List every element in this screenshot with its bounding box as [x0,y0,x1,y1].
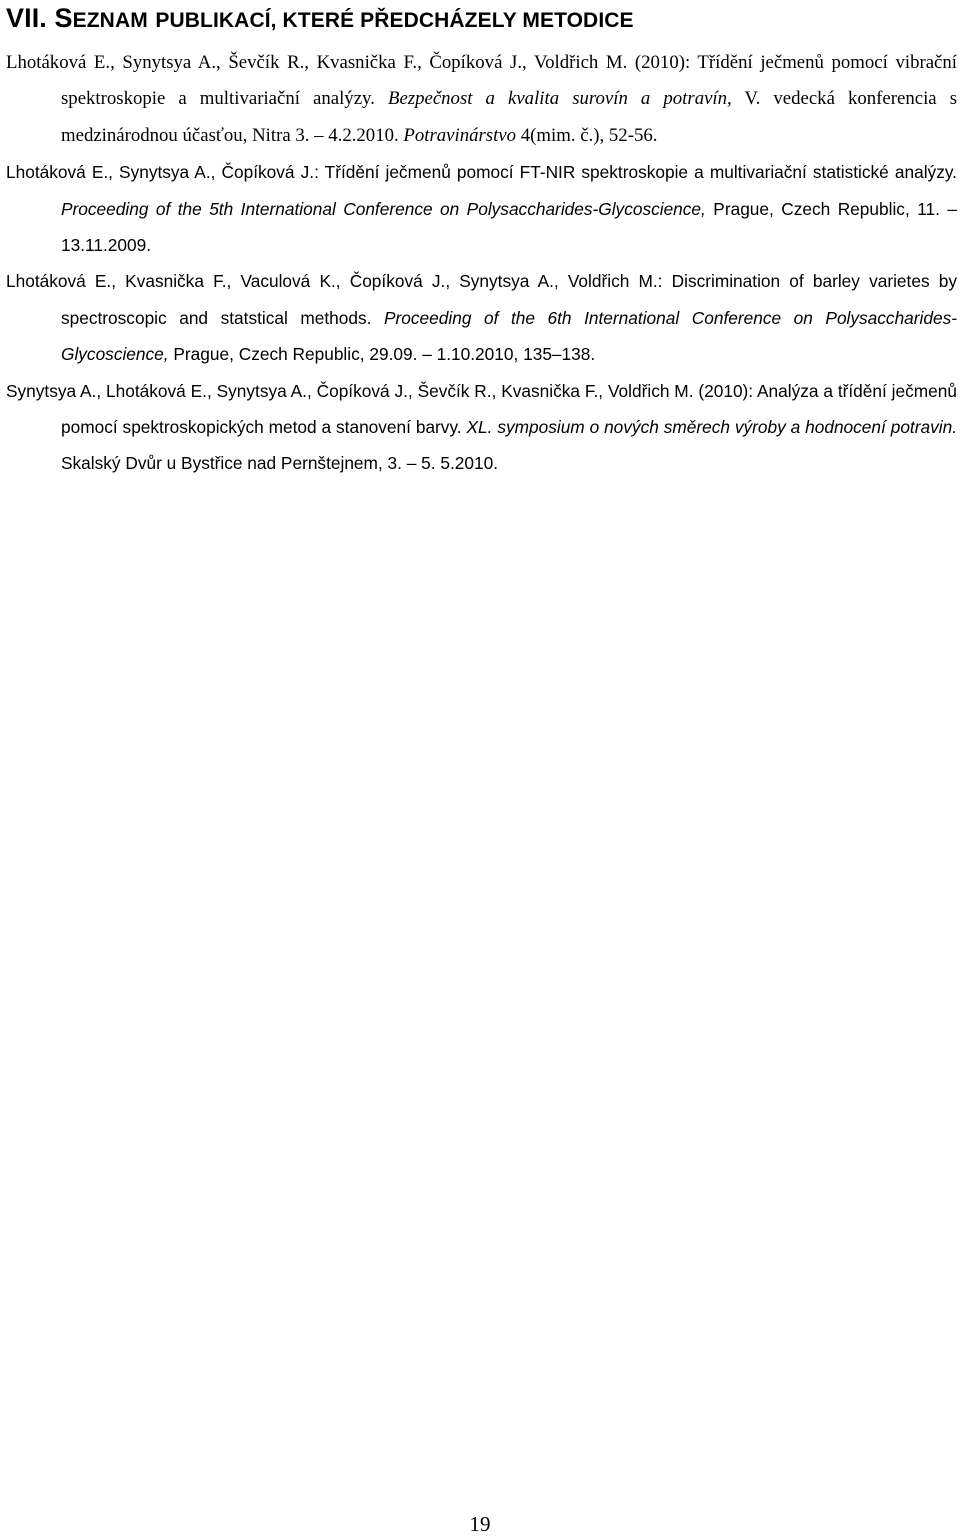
publication-2-venue: Proceeding of the 5th International Conference on Polysaccharides-Glycoscience, [61,198,706,219]
publication-1-details: 4(mim. č.), 52-56. [520,124,658,146]
page-number: 19 [469,1512,491,1536]
publication-entry-2 [6,154,957,263]
publication-4-venue: XL. symposium o nových směrech výroby a hodnocení potravin. [466,417,957,438]
publication-1-conference: V. vedecká konferencia s medzinárodnou účasťou, Nitra 3. – 4.2.2010. [61,88,958,146]
publication-3-authors-title: Lhotáková E., Kvasnička F., Vaculová K., Čopíková J., Synytsya A., Voldřich M.: Discrimination of barley varietes by spectroscopic and statstical methods. [6,271,957,328]
section-title-first-word-rest: EZNAM [72,9,148,32]
publication-4-authors-title: Synytsya A., Lhotáková E., Synytsya A., Čopíková J., Ševčík R., Kvasnička F., Voldřich M. (2010): Analýza a třídění ječmenů pomocí spektroskopických metod a stanovení barvy. [6,380,957,438]
publication-4-details: Skalský Dvůr u Bystřice nad Pernštejnem, 3. – 5. 5.2010. [61,453,499,474]
publication-3-venue: Proceeding of the 6th International Conference on Polysaccharides-Glycoscience, [61,307,958,365]
publication-1-venue: Bezpečnost a kvalita surovín a potravín, [387,88,732,110]
publication-3-details: Prague, Czech Republic, 29.09. – 1.10.2010, 135–138. [173,344,596,365]
publication-1-journal: Potravinárstvo [403,124,517,146]
publication-2-authors-title: Lhotáková E., Synytsya A., Čopíková J.: Třídění ječmenů pomocí FT-NIR spektroskopie a multivariační statistické analýzy. [6,162,957,183]
publication-list [6,45,957,482]
section-title-initial: S [54,3,73,33]
publication-2-details: Prague, Czech Republic, 11. – 13.11.2009. [61,198,957,256]
publication-entry-3 [6,263,957,372]
publication-1-authors-title: Lhotáková E., Synytsya A., Ševčík R., Kvasnička F., Čopíková J., Voldřich M. (2010): Třídění ječmenů pomocí vibrační spektroskopie a multivariační analýzy. [6,52,957,110]
publication-entry-1 [6,45,957,154]
section-number: VII. [6,3,47,33]
section-heading [6,2,634,37]
section-title-rest: PUBLIKACÍ, KTERÉ PŘEDCHÁZELY METODICE [155,9,634,32]
publication-entry-4 [6,373,957,482]
